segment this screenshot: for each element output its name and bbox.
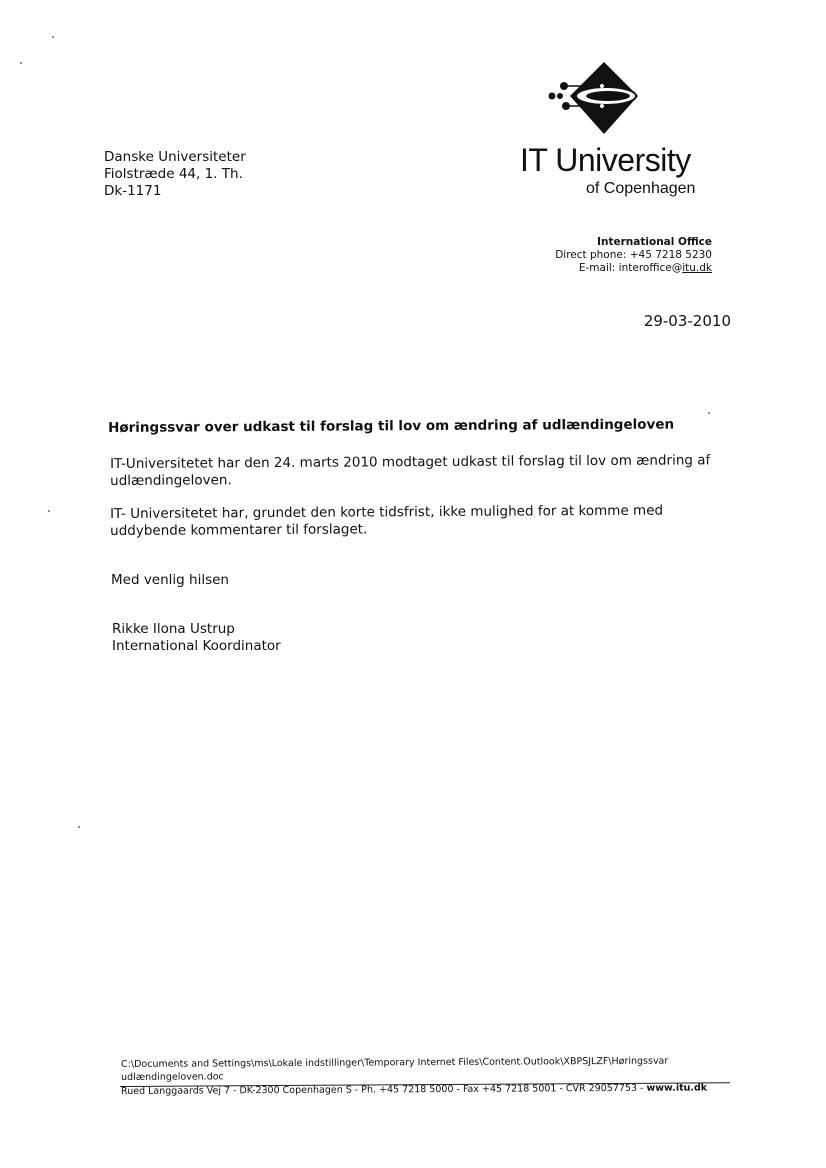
- signature-title: International Koordinator: [112, 638, 281, 654]
- recipient-address: [104, 149, 246, 200]
- recipient-line-3: Dk-1171: [104, 183, 162, 199]
- footer-file-path: C:\Documents and Settings\ms\Lokale indstillinger\Temporary Internet Files\Content.Outlook\XBPSJLZF\Høringssvar udlændingeloven.doc: [121, 1055, 669, 1083]
- footer-address: [121, 1082, 707, 1097]
- scan-speck: [708, 412, 710, 414]
- office-email: [555, 262, 712, 275]
- logo-title: IT University: [520, 142, 691, 178]
- office-title: International Office: [597, 236, 712, 248]
- recipient-line-1: Danske Universiteter: [104, 149, 246, 165]
- scan-speck: [48, 510, 50, 512]
- body-paragraph-1: IT-Universitetet har den 24. marts 2010 modtaget udkast til forslag til lov om ændring af udlændingeloven.: [110, 452, 711, 489]
- body-paragraph-2: IT- Universitetet har, grundet den korte tidsfrist, ikke mulighed for at komme med uddybende kommentarer til forslaget.: [110, 502, 664, 539]
- signature-name: Rikke Ilona Ustrup: [112, 621, 235, 637]
- logo-subtitle: of Copenhagen: [586, 180, 696, 197]
- letter-subject: Høringssvar over udkast til forslag til lov om ændring af udlændingeloven: [108, 416, 675, 436]
- logo-mark-icon: [520, 58, 720, 138]
- scan-speck: [20, 62, 22, 64]
- closing: Med venlig hilsen: [111, 572, 229, 588]
- office-contact: [555, 236, 712, 275]
- scan-speck: [52, 36, 54, 38]
- recipient-line-2: Fiolstræde 44, 1. Th.: [104, 166, 243, 182]
- signature-block: [112, 621, 281, 655]
- footer-address-text: Rued Langgaards Vej 7 - DK-2300 Copenhagen S - Ph. +45 7218 5000 - Fax +45 7218 5001 - CVR 29057753 -: [121, 1082, 647, 1097]
- letter-date: 29-03-2010: [643, 312, 731, 330]
- office-email-prefix: E-mail: interoffice@: [578, 262, 683, 274]
- scan-speck: [78, 826, 80, 828]
- footer-website: www.itu.dk: [646, 1082, 708, 1094]
- itu-logo: [520, 58, 720, 208]
- office-email-domain: itu.dk: [682, 262, 712, 274]
- office-phone: Direct phone: +45 7218 5230: [555, 249, 712, 261]
